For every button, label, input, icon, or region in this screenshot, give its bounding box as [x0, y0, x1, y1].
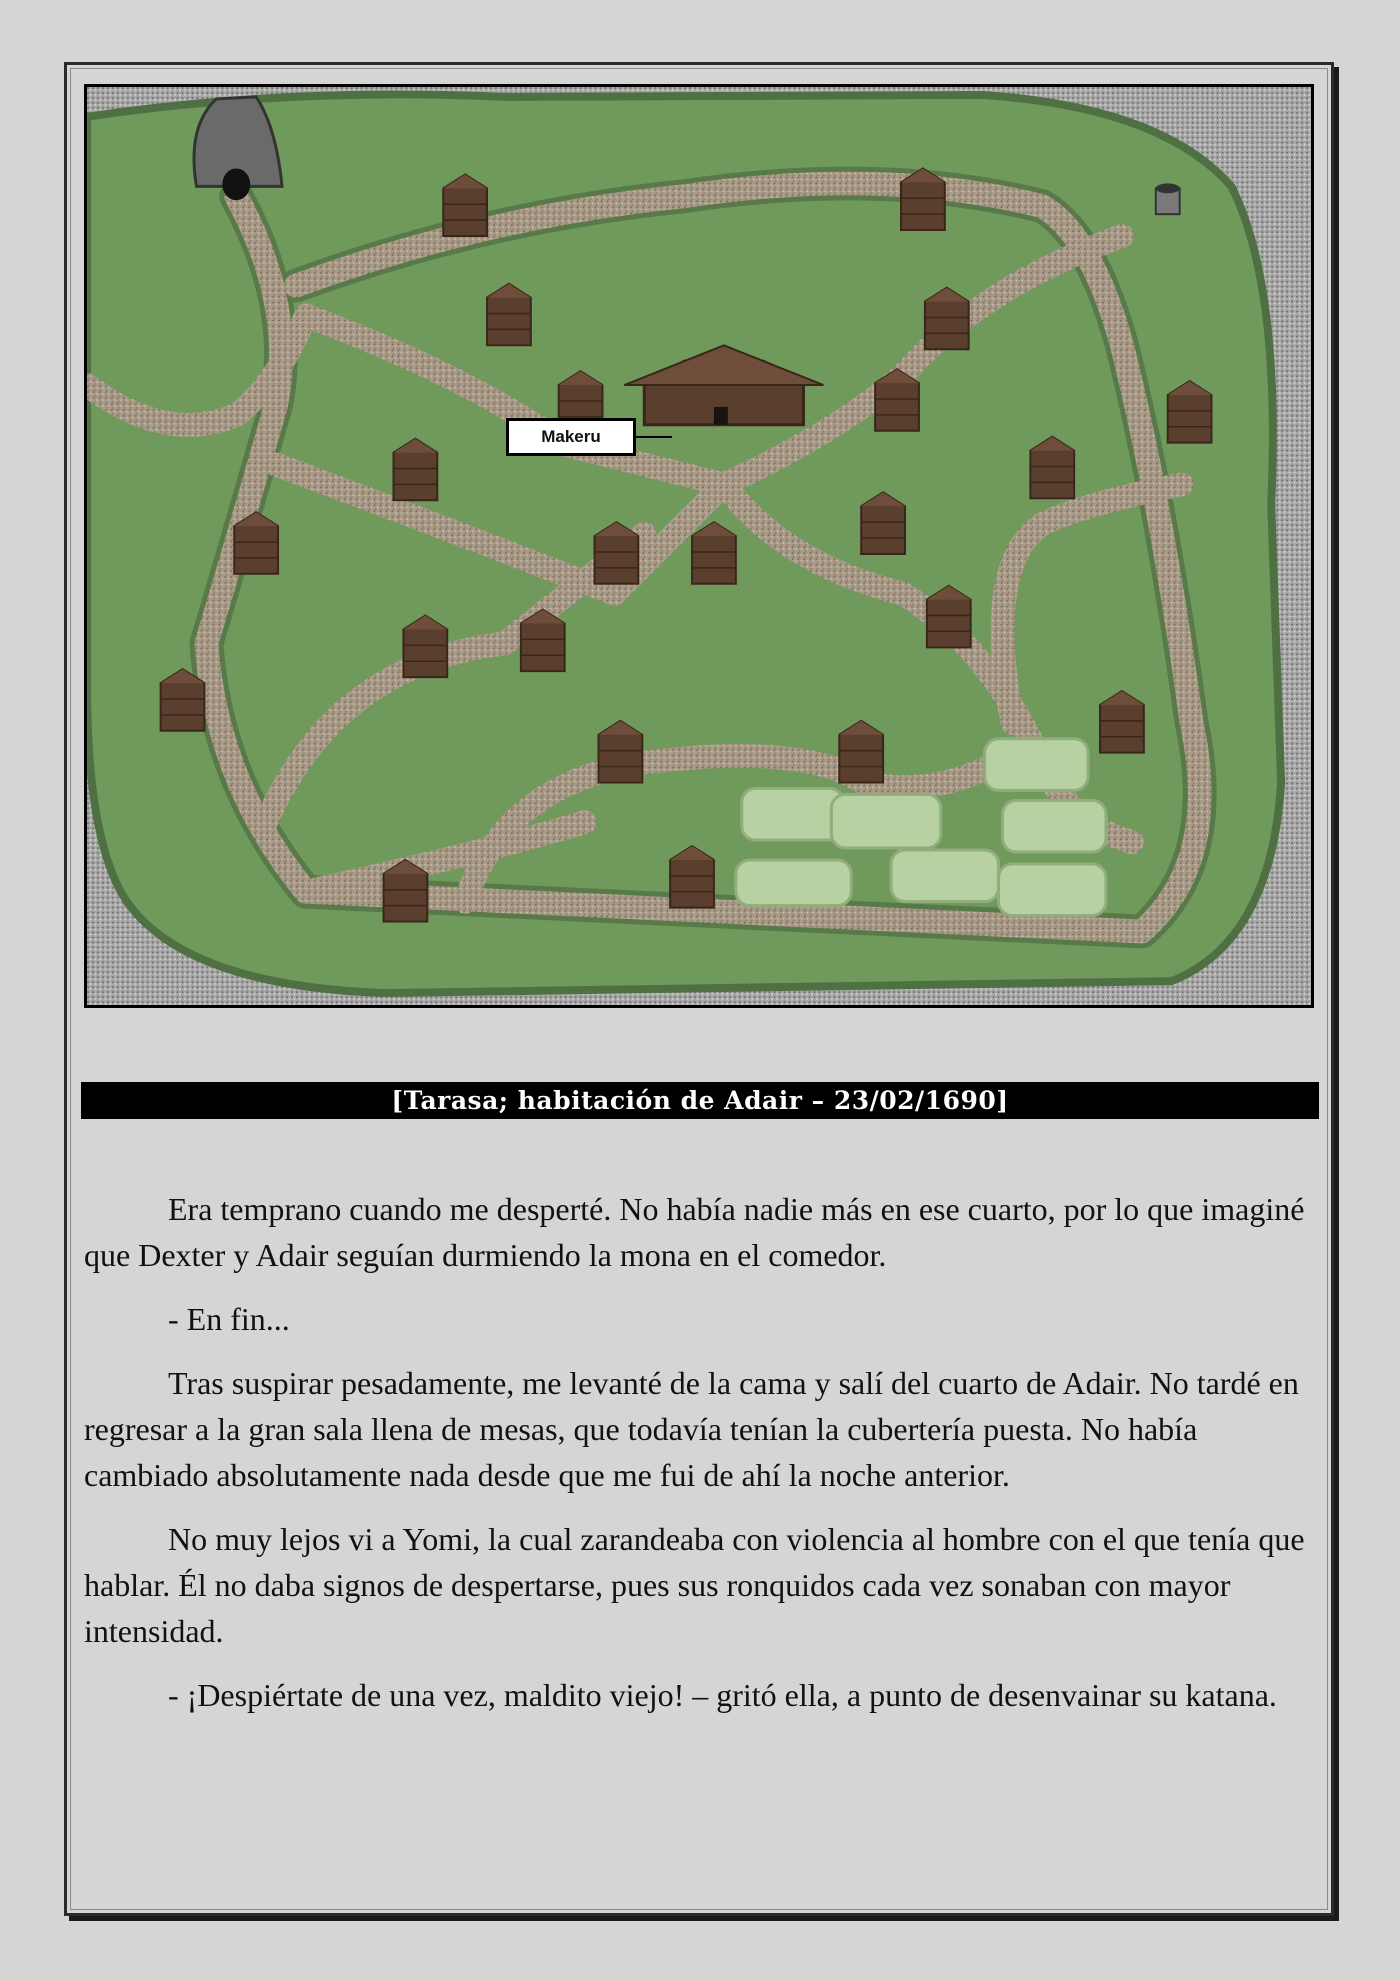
paragraph: No muy lejos vi a Yomi, la cual zarandeaba con violencia al hombre con el que tenía que hablar. Él no daba signos de despertarse, pues sus ronquidos cada vez sonaban con mayor intensidad.: [84, 1521, 1305, 1649]
section-heading: [Tarasa; habitación de Adair – 23/02/1690]: [81, 1082, 1319, 1119]
map-label-pointer: [636, 436, 672, 438]
story-text: [84, 1186, 1316, 1736]
paragraph: - ¡Despiértate de una vez, maldito viejo! – gritó ella, a punto de desenvainar su katana.: [168, 1677, 1277, 1713]
paragraph: Era temprano cuando me desperté. No había nadie más en ese cuarto, por lo que imaginé que Dexter y Adair seguían durmiendo la mona en el comedor.: [84, 1191, 1305, 1273]
well: [1156, 183, 1180, 214]
paragraph: Tras suspirar pesadamente, me levanté de la cama y salí del cuarto de Adair. No tardé en regresar a la gran sala llena de mesas, que todavía tenían la cubertería puesta. No había cambiado absolutamente nada desde que me fui de ahí la noche anterior.: [84, 1365, 1299, 1493]
village-map: [84, 84, 1314, 1008]
map-illustration: [87, 87, 1311, 1005]
paragraph: - En fin...: [168, 1301, 290, 1337]
map-label-makeru: Makeru: [506, 418, 636, 456]
